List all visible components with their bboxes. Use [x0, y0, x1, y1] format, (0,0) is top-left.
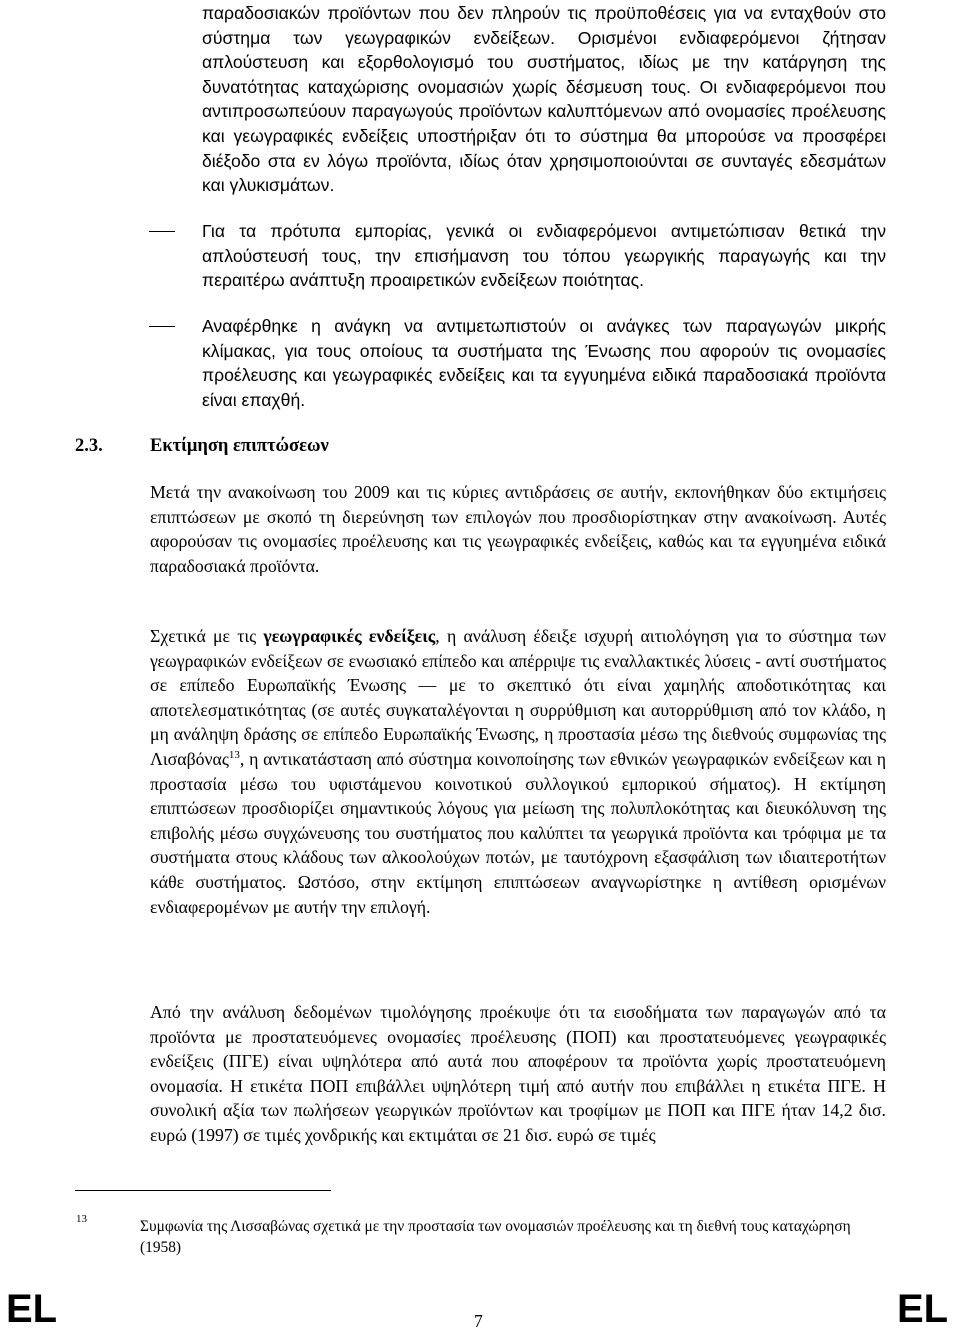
language-code-right: EL: [897, 1287, 949, 1331]
section-number: 2.3.: [75, 436, 103, 456]
language-code-left: EL: [6, 1287, 58, 1331]
footnote-text: Συμφωνία της Λισσαβώνας σχετικά με την προστασία των ονομασιών προέλευσης και τη διεθνή τους καταχώρηση (1958): [140, 1218, 851, 1256]
bullet-dash: [149, 326, 175, 327]
para-text: , η ανάλυση έδειξε ισχυρή αιτιολόγηση για το σύστημα των γεωγραφικών ενδείξεων σε ενωσιακό επίπεδο και απέρριψε τις εναλλακτικές λύσεις - αντί συστήματος σε επίπεδο Ευρωπαϊκής Ένωσης — με το σκεπτικό ότι είναι χαμηλής αποδοτικότητας και αποτελεσματικότητας (σε αυτές συγκαταλέγονται η συρρύθμιση και αυτορρύθμιση από τον κλάδο, η μη ανάληψη δράσης σε επίπεδο Ευρωπαϊκής Ένωσης, η προστασία μέσω της διεθνούς συμφωνίας της Λισαβόνας: [150, 626, 886, 769]
bold-term: γεωγραφικές ενδείξεις: [263, 626, 436, 646]
bullet-dash: [149, 231, 175, 232]
footnote-number: 13: [76, 1213, 87, 1225]
para-lead: Σχετικά με τις: [150, 626, 264, 646]
footnote-ref[interactable]: 13: [228, 749, 240, 762]
body-paragraph: Μετά την ανακοίνωση του 2009 και τις κύριες αντιδράσεις σε αυτήν, εκπονήθηκαν δύο εκτιμήσεις επιπτώσεων με σκοπό τη διερεύνηση των επιλογών που προσδιορίστηκαν στην ανακοίνωση. Αυτές αφορούσαν τις ονομασίες προέλευσης και τις γεωγραφικές ενδείξεις, καθώς και τα εγγυημένα ειδικά παραδοσιακά προϊόντα.: [150, 482, 886, 576]
intro-paragraph: παραδοσιακών προϊόντων που δεν πληρούν τις προϋποθέσεις για να ενταχθούν στο σύστημα των γεωγραφικών ενδείξεων. Ορισμένοι ενδιαφερόμενοι ζήτησαν απλούστευση και εξορθολογισμό του συστήματος, ιδίως με την κατάργηση της δυνατότητας καταχώρισης ονομασιών χωρίς δέσμευση τους. Οι ενδιαφερόμενοι που αντιπροσωπεύουν παραγωγούς προϊόντων καλυπτόμενων από ονομασίες προέλευσης και γεωγραφικές ενδείξεις υποστήριξαν ότι το σύστημα θα μπορούσε να προσφέρει διέξοδο στα εν λόγω προϊόντα, ιδίως όταν χρησιμοποιούνται σε συνταγές εδεσμάτων και γλυκισμάτων.: [202, 3, 886, 196]
footnote-separator: [75, 1190, 331, 1191]
bullet-item: Για τα πρότυπα εμπορίας, γενικά οι ενδιαφερόμενοι αντιμετώπισαν θετικά την απλούστευσή τους, την επισήμανση του τόπου γεωργικής παραγωγής και την περαιτέρω ανάπτυξη προαιρετικών ενδείξεων ποιότητας.: [202, 221, 886, 291]
body-paragraph: Από την ανάλυση δεδομένων τιμολόγησης προέκυψε ότι τα εισοδήματα των παραγωγών από τα προϊόντα με προστατευόμενες ονομασίες προέλευσης (ΠΟΠ) και προστατευόμενες γεωγραφικές ενδείξεις (ΠΓΕ) είναι υψηλότερα από αυτά που αποφέρουν τα προϊόντα χωρίς προστατευόμενη ονομασία. Η ετικέτα ΠΟΠ επιβάλλει υψηλότερη τιμή από αυτήν που επιβάλλει η ετικέτα ΠΓΕ. Η συνολική αξία των πωλήσεων γεωργικών προϊόντων και τροφίμων με ΠΟΠ και ΠΓΕ ήταν 14,2 δισ. ευρώ (1997) σε τιμές χονδρικής και εκτιμάται σε 21 δισ. ευρώ σε τιμές: [150, 1002, 886, 1145]
page-number: 7: [474, 1311, 483, 1331]
section-title: Εκτίμηση επιπτώσεων: [150, 436, 329, 456]
para-text: , η αντικατάσταση από σύστημα κοινοποίησης των εθνικών γεωγραφικών ενδείξεων και η προστασία μέσω του υφιστάμενου κοινοτικού συλλογικού εμπορικού σήματος). Η εκτίμηση επιπτώσεων προσδιορίζει σημαντικούς λόγους για μείωση της πολυπλοκότητας και διευκόλυνση της επιβολής μέσω συγχώνευσης του συστήματος που καλύπτει τα γεωργικά προϊόντα και τρόφιμα με τα συστήματα στους κλάδους των αλκοολούχων ποτών, με ταυτόχρονη εξασφάλιση των ιδιαιτεροτήτων κάθε συστήματος. Ωστόσο, στην εκτίμηση επιπτώσεων αναγνωρίστηκε η αντίθεση ορισμένων ενδιαφερομένων με αυτήν την επιλογή.: [150, 748, 886, 917]
body-paragraph: [150, 624, 886, 919]
bullet-item: Αναφέρθηκε η ανάγκη να αντιμετωπιστούν οι ανάγκες των παραγωγών μικρής κλίμακας, για τους οποίους τα συστήματα της Ένωσης που αφορούν τις ονομασίες προέλευσης και γεωγραφικές ενδείξεις και τα εγγυημένα ειδικά παραδοσιακά προϊόντα είναι επαχθή.: [202, 316, 886, 410]
